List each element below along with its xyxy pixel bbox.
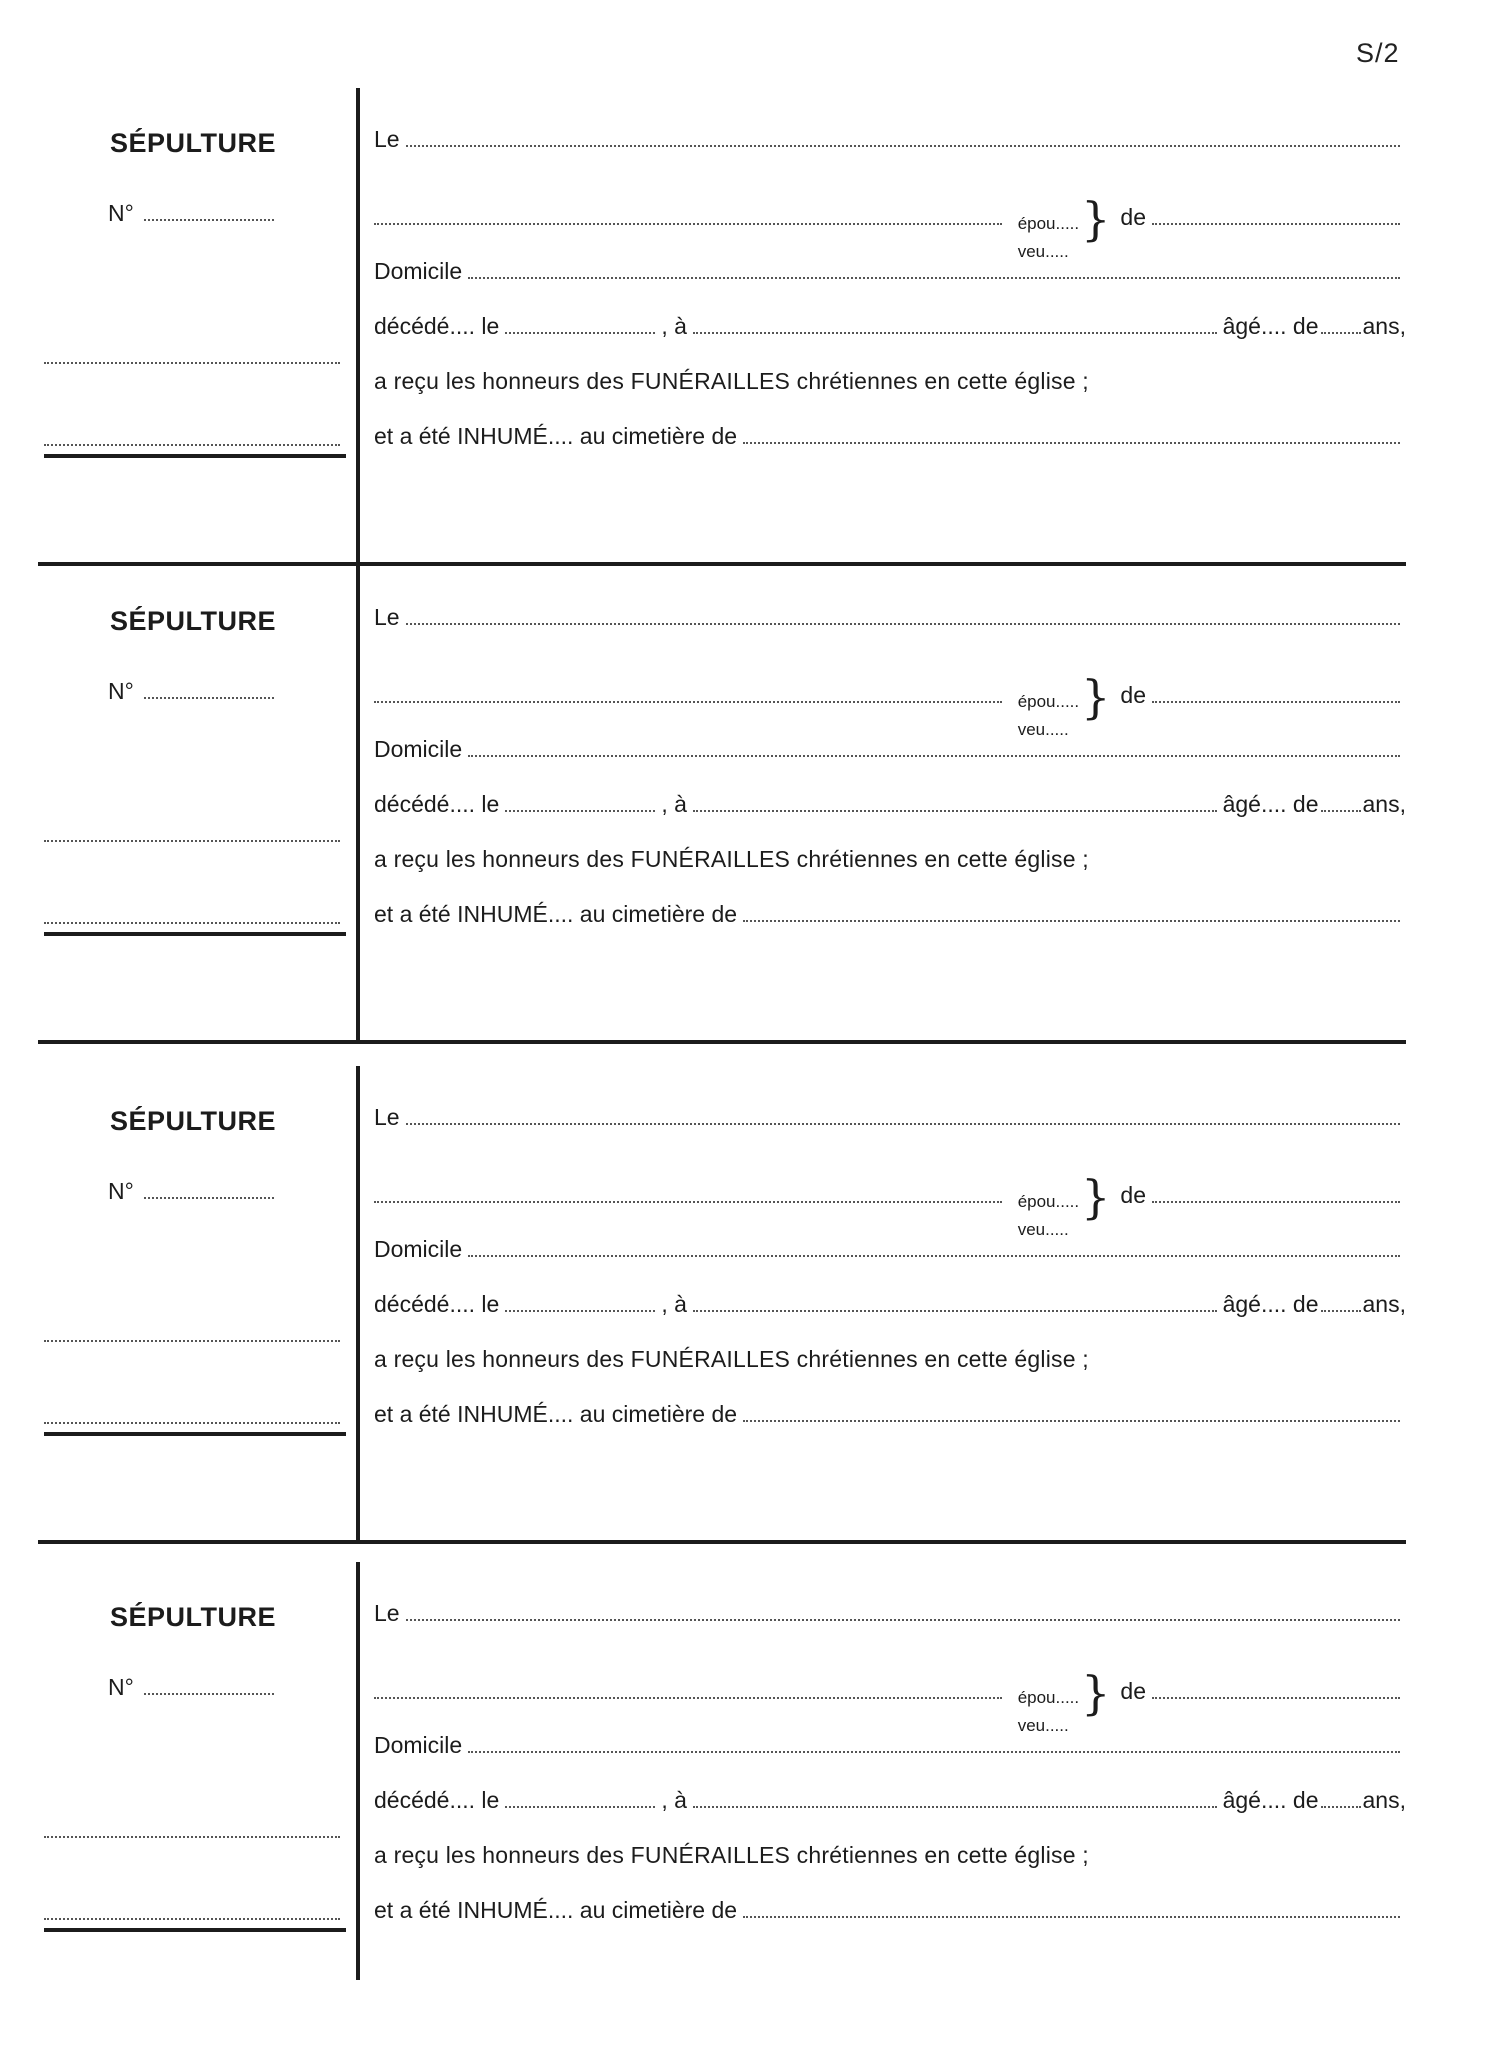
de-label: de xyxy=(1120,204,1146,230)
date-line xyxy=(374,1600,1406,1627)
cemetery-blank[interactable] xyxy=(743,1900,1400,1918)
margin-rule xyxy=(44,1928,346,1932)
margin-blank-line[interactable] xyxy=(44,1918,340,1920)
brace-icon: } xyxy=(1081,1666,1111,1720)
column-divider xyxy=(356,566,360,1040)
margin-blank-line[interactable] xyxy=(44,1836,340,1838)
name-blank[interactable] xyxy=(374,685,1002,703)
place-label: , à xyxy=(661,1787,687,1813)
name-spouse-line xyxy=(374,1164,1406,1240)
inhume-line xyxy=(374,423,1406,450)
place-label: , à xyxy=(661,791,687,817)
name-spouse-line xyxy=(374,664,1406,740)
epoux-label: épou..... xyxy=(1017,692,1080,711)
burial-record xyxy=(38,566,1406,1044)
decede-label: décédé.... le xyxy=(374,1291,500,1317)
margin-blank-line[interactable] xyxy=(44,1422,340,1424)
cemetery-blank[interactable] xyxy=(743,1404,1400,1422)
de-label: de xyxy=(1120,1678,1146,1704)
record-title: SÉPULTURE xyxy=(110,1602,277,1632)
honneurs-text: a reçu les honneurs des FUNÉRAILLES chrétiennes en cette église ; xyxy=(374,846,1089,872)
burial-record xyxy=(38,1066,1406,1544)
date-line xyxy=(374,604,1406,631)
date-blank[interactable] xyxy=(406,1107,1400,1125)
burial-record xyxy=(38,88,1406,566)
number-blank[interactable] xyxy=(144,1675,274,1695)
margin-blank-line[interactable] xyxy=(44,362,340,364)
inhume-line xyxy=(374,1401,1406,1428)
honneurs-text: a reçu les honneurs des FUNÉRAILLES chrétiennes en cette église ; xyxy=(374,1842,1089,1868)
place-label: , à xyxy=(661,313,687,339)
honneurs-text: a reçu les honneurs des FUNÉRAILLES chrétiennes en cette église ; xyxy=(374,368,1089,394)
de-label: de xyxy=(1120,682,1146,708)
margin-blank-line[interactable] xyxy=(44,1340,340,1342)
age-blank[interactable] xyxy=(1321,316,1361,334)
burial-record xyxy=(38,1562,1406,2040)
spouse-blank[interactable] xyxy=(1152,685,1400,703)
number-label: N° xyxy=(108,200,134,226)
ans-label: ans, xyxy=(1362,1787,1406,1813)
inhume-label: et a été INHUMÉ.... au cimetière de xyxy=(374,901,738,927)
record-divider xyxy=(38,1040,1406,1044)
domicile-label: Domicile xyxy=(374,1236,463,1262)
ans-label: ans, xyxy=(1362,1291,1406,1317)
death-line xyxy=(374,1787,1406,1814)
death-line xyxy=(374,313,1406,340)
name-spouse-line xyxy=(374,186,1406,262)
veuf-label: veu..... xyxy=(1017,1716,1069,1735)
domicile-blank[interactable] xyxy=(468,1239,1400,1257)
record-title: SÉPULTURE xyxy=(110,128,277,158)
death-line xyxy=(374,791,1406,818)
name-blank[interactable] xyxy=(374,1681,1002,1699)
domicile-label: Domicile xyxy=(374,258,463,284)
record-title: SÉPULTURE xyxy=(110,1106,277,1136)
domicile-label: Domicile xyxy=(374,736,463,762)
decede-label: décédé.... le xyxy=(374,313,500,339)
date-blank[interactable] xyxy=(406,607,1400,625)
date-blank[interactable] xyxy=(406,1603,1400,1621)
number-label: N° xyxy=(108,1178,134,1204)
veuf-label: veu..... xyxy=(1017,1220,1069,1239)
epoux-label: épou..... xyxy=(1017,214,1080,233)
inhume-label: et a été INHUMÉ.... au cimetière de xyxy=(374,1897,738,1923)
age-label: âgé.... de xyxy=(1222,1291,1319,1317)
margin-blank-line[interactable] xyxy=(44,444,340,446)
death-date-blank[interactable] xyxy=(505,1294,655,1312)
number-blank[interactable] xyxy=(144,201,274,221)
domicile-line xyxy=(374,736,1406,763)
date-line xyxy=(374,1104,1406,1131)
death-place-blank[interactable] xyxy=(693,316,1217,334)
honneurs-line xyxy=(374,846,1406,873)
death-date-blank[interactable] xyxy=(505,1790,655,1808)
column-divider xyxy=(356,1066,360,1540)
death-date-blank[interactable] xyxy=(505,794,655,812)
age-label: âgé.... de xyxy=(1222,791,1319,817)
column-divider xyxy=(356,88,360,562)
domicile-blank[interactable] xyxy=(468,739,1400,757)
name-blank[interactable] xyxy=(374,207,1002,225)
record-number-field[interactable] xyxy=(108,1178,274,1205)
margin-blank-line[interactable] xyxy=(44,840,340,842)
number-label: N° xyxy=(108,678,134,704)
domicile-blank[interactable] xyxy=(468,261,1400,279)
age-blank[interactable] xyxy=(1321,794,1361,812)
de-label: de xyxy=(1120,1182,1146,1208)
death-line xyxy=(374,1291,1406,1318)
margin-rule xyxy=(44,1432,346,1436)
cemetery-blank[interactable] xyxy=(743,426,1400,444)
margin-rule xyxy=(44,932,346,936)
date-blank[interactable] xyxy=(406,129,1400,147)
age-label: âgé.... de xyxy=(1222,313,1319,339)
brace-icon: } xyxy=(1081,1170,1111,1224)
ans-label: ans, xyxy=(1362,791,1406,817)
le-label: Le xyxy=(374,126,400,152)
record-divider xyxy=(38,1540,1406,1544)
name-spouse-line xyxy=(374,1660,1406,1736)
honneurs-line xyxy=(374,1842,1406,1869)
inhume-label: et a été INHUMÉ.... au cimetière de xyxy=(374,1401,738,1427)
spouse-blank[interactable] xyxy=(1152,207,1400,225)
age-label: âgé.... de xyxy=(1222,1787,1319,1813)
record-number-field[interactable] xyxy=(108,678,274,705)
domicile-line xyxy=(374,1732,1406,1759)
domicile-line xyxy=(374,1236,1406,1263)
place-label: , à xyxy=(661,1291,687,1317)
brace-icon: } xyxy=(1081,670,1111,724)
inhume-line xyxy=(374,1897,1406,1924)
death-place-blank[interactable] xyxy=(693,794,1217,812)
veuf-label: veu..... xyxy=(1017,720,1069,739)
death-date-blank[interactable] xyxy=(505,316,655,334)
le-label: Le xyxy=(374,1104,400,1130)
domicile-line xyxy=(374,258,1406,285)
page-number: S/2 xyxy=(1356,38,1400,68)
column-divider xyxy=(356,1562,360,1980)
spouse-blank[interactable] xyxy=(1152,1681,1400,1699)
le-label: Le xyxy=(374,1600,400,1626)
spouse-blank[interactable] xyxy=(1152,1185,1400,1203)
honneurs-line xyxy=(374,368,1406,395)
date-line xyxy=(374,126,1406,153)
honneurs-text: a reçu les honneurs des FUNÉRAILLES chrétiennes en cette église ; xyxy=(374,1346,1089,1372)
decede-label: décédé.... le xyxy=(374,1787,500,1813)
record-number-field[interactable] xyxy=(108,200,274,227)
name-blank[interactable] xyxy=(374,1185,1002,1203)
domicile-blank[interactable] xyxy=(468,1735,1400,1753)
number-label: N° xyxy=(108,1674,134,1700)
record-number-field[interactable] xyxy=(108,1674,274,1701)
margin-rule xyxy=(44,454,346,458)
inhume-label: et a été INHUMÉ.... au cimetière de xyxy=(374,423,738,449)
margin-blank-line[interactable] xyxy=(44,922,340,924)
le-label: Le xyxy=(374,604,400,630)
death-place-blank[interactable] xyxy=(693,1294,1217,1312)
number-blank[interactable] xyxy=(144,1179,274,1199)
brace-icon: } xyxy=(1081,192,1111,246)
veuf-label: veu..... xyxy=(1017,242,1069,261)
inhume-line xyxy=(374,901,1406,928)
age-blank[interactable] xyxy=(1321,1790,1361,1808)
death-place-blank[interactable] xyxy=(693,1790,1217,1808)
age-blank[interactable] xyxy=(1321,1294,1361,1312)
domicile-label: Domicile xyxy=(374,1732,463,1758)
honneurs-line xyxy=(374,1346,1406,1373)
record-title: SÉPULTURE xyxy=(110,606,277,636)
ans-label: ans, xyxy=(1362,313,1406,339)
epoux-label: épou..... xyxy=(1017,1192,1080,1211)
cemetery-blank[interactable] xyxy=(743,904,1400,922)
epoux-label: épou..... xyxy=(1017,1688,1080,1707)
number-blank[interactable] xyxy=(144,679,274,699)
decede-label: décédé.... le xyxy=(374,791,500,817)
